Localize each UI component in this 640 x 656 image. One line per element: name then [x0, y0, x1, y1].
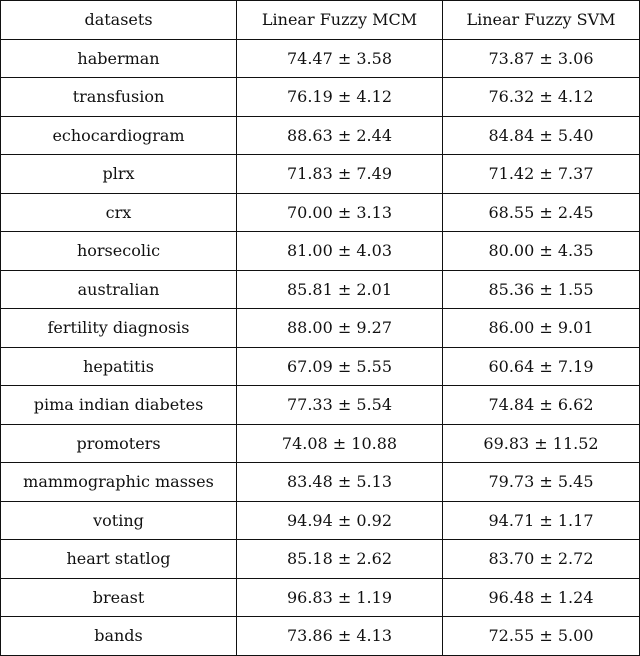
dataset-cell: plrx [1, 155, 237, 194]
mcm-cell: 74.47 ± 3.58 [237, 39, 443, 78]
dataset-cell: fertility diagnosis [1, 309, 237, 348]
svm-cell: 79.73 ± 5.45 [443, 463, 640, 502]
table-row [1, 193, 640, 232]
svm-cell: 96.48 ± 1.24 [443, 578, 640, 617]
table-row [1, 501, 640, 540]
mcm-cell: 88.63 ± 2.44 [237, 116, 443, 155]
svm-cell: 72.55 ± 5.00 [443, 617, 640, 656]
table-row [1, 463, 640, 502]
table-row [1, 617, 640, 656]
header-linear-fuzzy-svm: Linear Fuzzy SVM [443, 1, 640, 40]
svm-cell: 84.84 ± 5.40 [443, 116, 640, 155]
svm-cell: 68.55 ± 2.45 [443, 193, 640, 232]
dataset-cell: pima indian diabetes [1, 386, 237, 425]
dataset-cell: heart statlog [1, 540, 237, 579]
svm-cell: 74.84 ± 6.62 [443, 386, 640, 425]
table-row [1, 386, 640, 425]
header-linear-fuzzy-mcm: Linear Fuzzy MCM [237, 1, 443, 40]
table-row [1, 578, 640, 617]
svm-cell: 73.87 ± 3.06 [443, 39, 640, 78]
header-datasets: datasets [1, 1, 237, 40]
table-row [1, 78, 640, 117]
table-row [1, 155, 640, 194]
mcm-cell: 76.19 ± 4.12 [237, 78, 443, 117]
table-body [1, 39, 640, 655]
mcm-cell: 81.00 ± 4.03 [237, 232, 443, 271]
dataset-cell: echocardiogram [1, 116, 237, 155]
table-row [1, 39, 640, 78]
svm-cell: 60.64 ± 7.19 [443, 347, 640, 386]
mcm-cell: 67.09 ± 5.55 [237, 347, 443, 386]
table-row [1, 424, 640, 463]
header-row [1, 1, 640, 40]
dataset-cell: haberman [1, 39, 237, 78]
svm-cell: 76.32 ± 4.12 [443, 78, 640, 117]
dataset-cell: australian [1, 270, 237, 309]
table-row [1, 270, 640, 309]
dataset-cell: hepatitis [1, 347, 237, 386]
svm-cell: 83.70 ± 2.72 [443, 540, 640, 579]
mcm-cell: 73.86 ± 4.13 [237, 617, 443, 656]
table-row [1, 347, 640, 386]
dataset-cell: mammographic masses [1, 463, 237, 502]
dataset-cell: breast [1, 578, 237, 617]
table-row [1, 540, 640, 579]
dataset-cell: voting [1, 501, 237, 540]
mcm-cell: 83.48 ± 5.13 [237, 463, 443, 502]
dataset-cell: bands [1, 617, 237, 656]
table-row [1, 309, 640, 348]
mcm-cell: 94.94 ± 0.92 [237, 501, 443, 540]
svm-cell: 80.00 ± 4.35 [443, 232, 640, 271]
mcm-cell: 70.00 ± 3.13 [237, 193, 443, 232]
svm-cell: 85.36 ± 1.55 [443, 270, 640, 309]
dataset-cell: horsecolic [1, 232, 237, 271]
table-row [1, 232, 640, 271]
mcm-cell: 85.18 ± 2.62 [237, 540, 443, 579]
dataset-cell: promoters [1, 424, 237, 463]
mcm-cell: 74.08 ± 10.88 [237, 424, 443, 463]
mcm-cell: 88.00 ± 9.27 [237, 309, 443, 348]
mcm-cell: 77.33 ± 5.54 [237, 386, 443, 425]
svm-cell: 71.42 ± 7.37 [443, 155, 640, 194]
table-row [1, 116, 640, 155]
mcm-cell: 71.83 ± 7.49 [237, 155, 443, 194]
svm-cell: 94.71 ± 1.17 [443, 501, 640, 540]
dataset-cell: transfusion [1, 78, 237, 117]
mcm-cell: 96.83 ± 1.19 [237, 578, 443, 617]
svm-cell: 86.00 ± 9.01 [443, 309, 640, 348]
dataset-cell: crx [1, 193, 237, 232]
mcm-cell: 85.81 ± 2.01 [237, 270, 443, 309]
svm-cell: 69.83 ± 11.52 [443, 424, 640, 463]
